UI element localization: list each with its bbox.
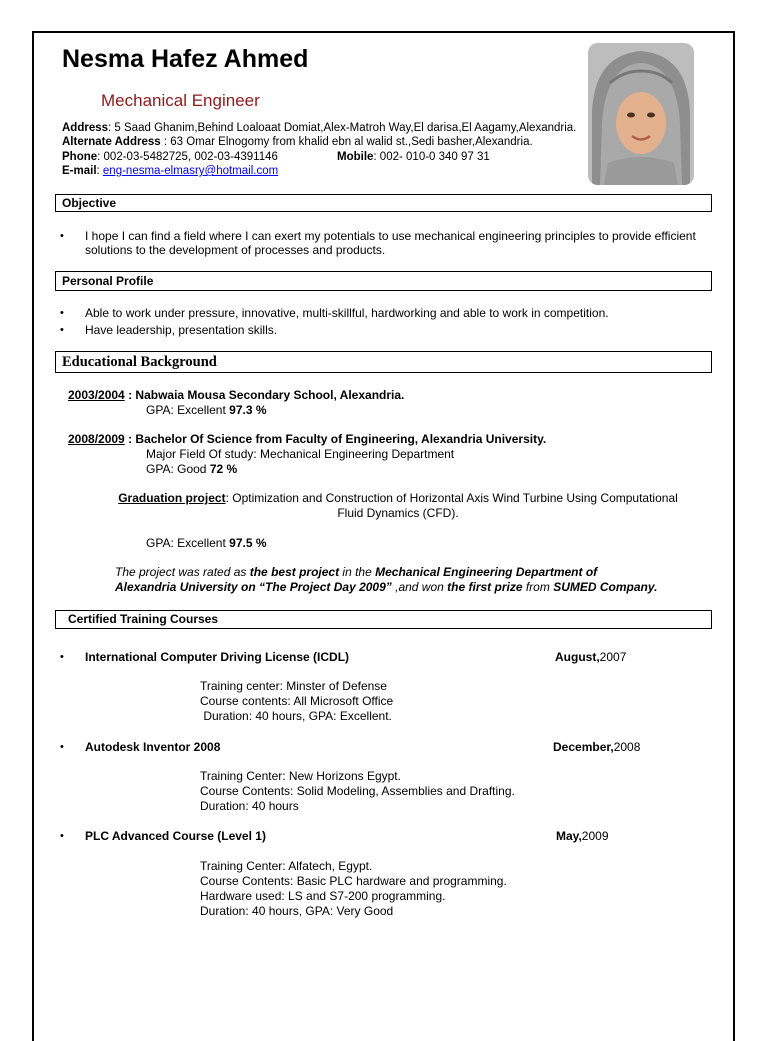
course-detail-line: Course contents: All Microsoft Office — [200, 694, 394, 708]
phone-line — [62, 151, 278, 163]
course-title: PLC Advanced Course (Level 1) — [85, 829, 266, 843]
course-bullet: • — [60, 830, 64, 842]
course-detail-line: Duration: 40 hours, GPA: Excellent. — [200, 709, 392, 723]
profile-photo — [588, 43, 694, 185]
prize-text: Mechanical Engineering Department of — [375, 565, 598, 579]
course-detail-line: Course Contents: Basic PLC hardware and programming. — [200, 874, 507, 888]
address-value: : 5 Saad Ghanim,Behind Loaloaat Domiat,Alex-Matroh Way,El darisa,El Aagamy,Alexandria. — [108, 122, 577, 134]
email-line — [62, 165, 278, 177]
phone-label: Phone — [62, 151, 98, 163]
course-year: 2007 — [599, 650, 627, 664]
graduation-text-2: Fluid Dynamics (CFD). — [337, 506, 459, 520]
course-detail-line: Training Center: New Horizons Egypt. — [200, 769, 401, 783]
alt-address-label: Alternate Address — [62, 136, 161, 148]
education-field: Major Field Of study: Mechanical Engineering Department — [146, 447, 455, 461]
gpa-prefix: GPA: Excellent — [146, 403, 230, 417]
course-date — [556, 829, 609, 843]
email-sep: : — [96, 165, 103, 177]
prize-text: ,and won — [391, 580, 448, 594]
mobile-label: Mobile — [337, 151, 374, 163]
objective-bullet: • — [60, 230, 64, 242]
course-detail-line: Training Center: Alfatech, Egypt. — [200, 859, 373, 873]
course-details — [200, 859, 507, 919]
courses-heading: Certified Training Courses — [55, 610, 712, 629]
gpa-prefix: GPA: Excellent — [146, 536, 230, 550]
job-title: Mechanical Engineer — [101, 91, 260, 110]
education-entry-1 — [68, 388, 404, 402]
course-bullet: • — [60, 741, 64, 753]
course-detail-line: Course Contents: Solid Modeling, Assemblies and Drafting. — [200, 784, 515, 798]
course-year: 2009 — [581, 829, 609, 843]
mobile-value: : 002- 010-0 340 97 31 — [373, 151, 490, 163]
portrait-image — [588, 43, 694, 185]
course-date — [553, 740, 640, 754]
prize-text: SUMED Company. — [553, 580, 658, 594]
address-label: Address — [62, 122, 109, 134]
gpa-value: 97.5 % — [229, 536, 267, 550]
course-title: Autodesk Inventor 2008 — [85, 740, 221, 754]
education-year: 2003/2004 — [68, 388, 125, 402]
course-year: 2008 — [613, 740, 641, 754]
prize-text: The project was rated as — [115, 565, 250, 579]
profile-bullet: • — [60, 324, 64, 336]
course-detail-line: Duration: 40 hours — [200, 799, 299, 813]
education-year: 2008/2009 — [68, 432, 125, 446]
gpa-value: 72 % — [209, 462, 238, 476]
education-heading: Educational Background — [55, 351, 712, 373]
prize-text: Alexandria University on “The Project Day 2009” — [115, 580, 392, 594]
profile-item: Able to work under pressure, innovative, multi-skillful, hardworking and able to work in competition. — [85, 306, 609, 320]
prize-text: from — [522, 580, 554, 594]
gpa-prefix: GPA: Good — [146, 462, 210, 476]
objective-text: I hope I can find a field where I can exert my potentials to use mechanical engineering principles to provide efficient solutions to the development of processes and products. — [85, 229, 696, 257]
course-detail-line: Hardware used: LS and S7-200 programming. — [200, 889, 446, 903]
education-gpa — [146, 462, 237, 476]
education-gpa — [146, 403, 267, 417]
education-school: Nabwaia Mousa Secondary School, Alexandria. — [135, 388, 405, 402]
course-bullet: • — [60, 651, 64, 663]
course-detail-line: Training center: Minster of Defense — [200, 679, 387, 693]
personal-profile-heading: Personal Profile — [55, 271, 712, 291]
phone-value: : 002-03-5482725, 002-03-4391146 — [97, 151, 278, 163]
education-school: Bachelor Of Science from Faculty of Engineering, Alexandria University. — [135, 432, 547, 446]
graduation-project — [88, 491, 708, 521]
alt-address-line — [62, 136, 533, 148]
graduation-label: Graduation project — [118, 491, 226, 505]
education-sep: : — [124, 432, 136, 446]
education-sep: : — [124, 388, 136, 402]
education-entry-2 — [68, 432, 546, 446]
graduation-text-1: : Optimization and Construction of Horizontal Axis Wind Turbine Using Computational — [225, 491, 678, 505]
email-link[interactable]: eng-nesma-elmasry@hotmail.com — [102, 165, 279, 177]
course-date — [555, 650, 626, 664]
course-month: August, — [555, 650, 600, 664]
course-month: May, — [556, 829, 582, 843]
course-detail-line: Duration: 40 hours, GPA: Very Good — [200, 904, 394, 918]
profile-item: Have leadership, presentation skills. — [85, 323, 278, 337]
prize-text: the best project — [249, 565, 340, 579]
prize-text: in the — [339, 565, 376, 579]
course-month: December, — [553, 740, 614, 754]
address-line — [62, 122, 576, 134]
gpa-value: 97.3 % — [229, 403, 267, 417]
alt-address-value: : 63 Omar Elnogomy from khalid ebn al walid st.,Sedi basher,Alexandria. — [160, 136, 533, 148]
prize-statement — [115, 565, 706, 595]
prize-text: the first prize — [447, 580, 523, 594]
email-label: E-mail — [62, 165, 97, 177]
course-details — [200, 769, 515, 814]
course-details — [200, 679, 393, 724]
course-title: International Computer Driving License (ICDL) — [85, 650, 350, 664]
profile-bullet: • — [60, 307, 64, 319]
objective-heading: Objective — [55, 194, 712, 212]
candidate-name: Nesma Hafez Ahmed — [62, 45, 309, 73]
graduation-gpa — [146, 536, 267, 550]
mobile-line — [337, 151, 490, 163]
